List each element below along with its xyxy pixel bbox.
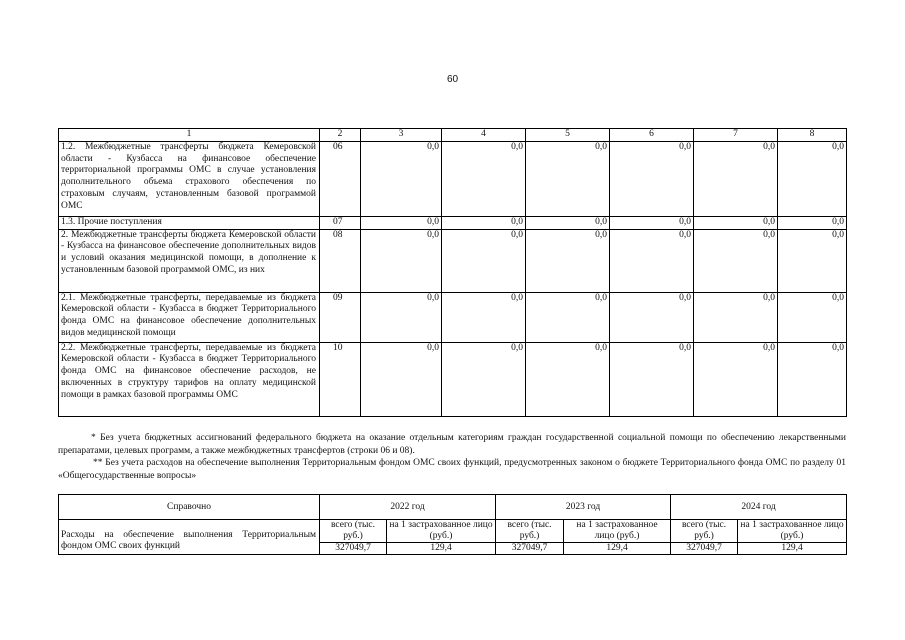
value-cell: 0,0 xyxy=(442,141,526,216)
row-code: 06 xyxy=(320,141,361,216)
value-cell: 0,0 xyxy=(526,292,610,342)
value-cell: 0,0 xyxy=(694,342,778,416)
footnote-2: ** Без учета расходов на обеспечение выполнения Территориальным фондом ОМС своих функций, предусмотренных законом о бюджете Территориального фонда ОМС по разделу 01 «Общегосударственные вопросы» xyxy=(58,458,846,481)
value-cell: 129,4 xyxy=(387,543,496,555)
value-cell: 0,0 xyxy=(610,141,694,216)
row-label: 1.2. Межбюджетные трансферты бюджета Кемеровской области - Кузбасса на финансовое обеспечение территориальной программы ОМС в случае установления дополнительного объема страхового обеспечения по страховым случаям, установленным базовой программой ОМС xyxy=(59,141,320,216)
value-cell: 327049,7 xyxy=(320,543,387,555)
row-label: 2.2. Межбюджетные трансферты, передаваемые из бюджета Кемеровской области - Кузбасса в бюджет Территориального фонда ОМС на финансовое обеспечение расходов, не включенных в структуру тарифов на оплату медицинской помощи в рамках базовой программы ОМС xyxy=(59,342,320,416)
value-cell: 327049,7 xyxy=(671,543,738,555)
value-cell: 0,0 xyxy=(694,229,778,292)
col-per-person-header: на 1 застрахованное лицо (руб.) xyxy=(387,520,496,543)
value-cell: 0,0 xyxy=(442,216,526,229)
value-cell: 0,0 xyxy=(778,216,847,229)
header-cell: 7 xyxy=(694,129,778,142)
value-cell: 0,0 xyxy=(526,141,610,216)
value-cell: 0,0 xyxy=(610,342,694,416)
col-total-header: всего (тыс. руб.) xyxy=(496,520,564,543)
table-row xyxy=(59,229,847,292)
header-cell: 4 xyxy=(442,129,526,142)
header-cell: 8 xyxy=(778,129,847,142)
header-cell: 6 xyxy=(610,129,694,142)
table-row xyxy=(59,141,847,216)
value-cell: 0,0 xyxy=(610,292,694,342)
main-table xyxy=(58,128,847,417)
table-row xyxy=(59,216,847,229)
value-cell: 0,0 xyxy=(442,229,526,292)
row-label: 2.1. Межбюджетные трансферты, передаваемые из бюджета Кемеровской области - Кузбасса в бюджет Территориального фонда ОМС на финансовое обеспечение дополнительных видов медицинской помощи xyxy=(59,292,320,342)
value-cell: 0,0 xyxy=(361,216,442,229)
value-cell: 0,0 xyxy=(778,141,847,216)
year-header: 2023 год xyxy=(496,495,671,520)
reference-title: Справочно xyxy=(59,495,320,520)
col-total-header: всего (тыс. руб.) xyxy=(671,520,738,543)
value-cell: 0,0 xyxy=(361,141,442,216)
header-cell: 5 xyxy=(526,129,610,142)
col-per-person-header: на 1 застрахованное лицо (руб.) xyxy=(738,520,847,543)
value-cell: 0,0 xyxy=(361,292,442,342)
value-cell: 0,0 xyxy=(694,141,778,216)
row-label: 2. Межбюджетные трансферты бюджета Кемеровской области - Кузбасса на финансовое обеспечение дополнительных видов и условий оказания медицинской помощи, в дополнение к установленным базовой программой ОМС, из них xyxy=(59,229,320,292)
page-number: 60 xyxy=(446,74,459,85)
row-code: 09 xyxy=(320,292,361,342)
value-cell: 0,0 xyxy=(778,229,847,292)
row-code: 07 xyxy=(320,216,361,229)
value-cell: 0,0 xyxy=(526,229,610,292)
row-label: 1.3. Прочие поступления xyxy=(59,216,320,229)
value-cell: 0,0 xyxy=(442,292,526,342)
row-code: 08 xyxy=(320,229,361,292)
value-cell: 0,0 xyxy=(694,292,778,342)
row-code: 10 xyxy=(320,342,361,416)
value-cell: 0,0 xyxy=(361,342,442,416)
value-cell: 0,0 xyxy=(610,216,694,229)
table-header-row xyxy=(59,129,847,142)
value-cell: 0,0 xyxy=(610,229,694,292)
value-cell: 0,0 xyxy=(442,342,526,416)
value-cell: 0,0 xyxy=(526,342,610,416)
value-cell: 0,0 xyxy=(778,342,847,416)
year-header: 2024 год xyxy=(671,495,847,520)
col-per-person-header: на 1 застрахованное лицо (руб.) xyxy=(564,520,671,543)
value-cell: 0,0 xyxy=(694,216,778,229)
reference-table xyxy=(58,494,847,555)
table-row xyxy=(59,342,847,416)
value-cell: 129,4 xyxy=(738,543,847,555)
reference-header-row xyxy=(59,495,847,520)
value-cell: 0,0 xyxy=(361,229,442,292)
value-cell: 0,0 xyxy=(778,292,847,342)
header-cell: 2 xyxy=(320,129,361,142)
value-cell: 0,0 xyxy=(526,216,610,229)
footnote-1: * Без учета бюджетных ассигнований федерального бюджета на оказание отдельным категориям граждан государственной социальной помощи по обеспечению лекарственными препаратами, целевых программ, а также межбюджетных трансфертов (строки 06 и 08). xyxy=(58,433,846,456)
reference-subheader-row xyxy=(59,520,847,543)
year-header: 2022 год xyxy=(320,495,496,520)
table-row xyxy=(59,292,847,342)
header-cell: 3 xyxy=(361,129,442,142)
reference-row-label: Расходы на обеспечение выполнения Территориальным фондом ОМС своих функций xyxy=(59,520,320,555)
value-cell: 129,4 xyxy=(564,543,671,555)
header-cell: 1 xyxy=(59,129,320,142)
value-cell: 327049,7 xyxy=(496,543,564,555)
col-total-header: всего (тыс. руб.) xyxy=(320,520,387,543)
